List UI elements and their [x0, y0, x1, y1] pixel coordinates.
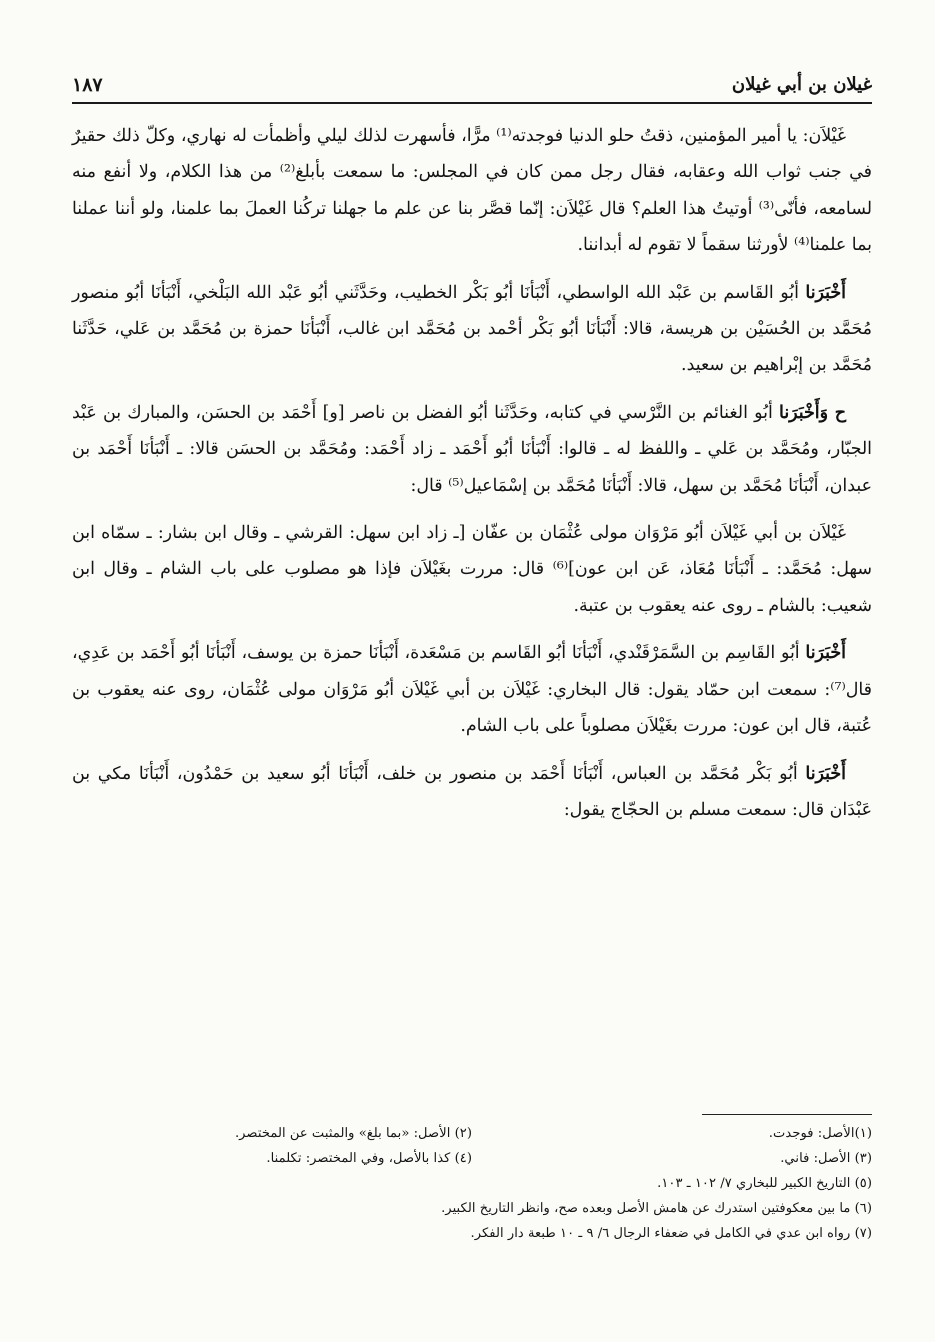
paragraph-text: غَيْلاَن بن أبي غَيْلاَن أبُو مَرْوَان مولى عُثْمَان بن عفّان [ـ زاد ابن سهل: القرشي ـ وقال ابن بشار: ـ سمّاه ابن سهل: مُحَمَّد: ـ أَنْبَأنَا مُعَاذ، عَن ابن عون]⁽⁶⁾ قال: مررت بغَيْلاَن فإذا هو مصلوب على باب الشام ـ وقال ابن شعيب: بالشام ـ روى عنه يعقوب بن عتبة.: [72, 523, 873, 616]
paragraph-text: غَيْلاَن: يا أمير المؤمنين، ذقتُ حلو الدنيا فوجدته⁽¹⁾ مرًّا، فأسهرت لذلك ليلي وأظمأت له نهاري، وكلّ ذلك حقيرٌ في جنب ثواب الله وعقابه، فقال رجل ممن كان في المجلس: ما سمعت بأبلغ⁽²⁾ من هذا الكلام، ولا أنفع منه لسامعه، فأنّى⁽³⁾ أوتيتُ هذا العلم؟ قال غَيْلاَن: إنّما قصَّر بنا عن علم ما جهلنا تركُنا العملَ بما علمنا، ولو أننا عملنا بما علمنا⁽⁴⁾ لأورثنا سقماً لا تقوم له أبداننا.: [72, 126, 873, 256]
footnote-row: [72, 1146, 872, 1171]
paragraph: [72, 515, 872, 624]
footnote: (٢) الأصل: «بما بلغ» والمثبت عن المختصر.: [234, 1126, 472, 1141]
footnote: (١)الأصل: فوجدت.: [768, 1126, 872, 1141]
main-text: [72, 118, 872, 828]
paragraph-lead: أَخْبَرَنا: [805, 763, 846, 784]
footnote: (٤) كذا بالأصل، وفي المختصر: تكلمنا.: [266, 1151, 472, 1166]
chapter-title: غيلان بن أبي غيلان: [731, 74, 872, 95]
paragraph-lead: ح وَأَخْبَرَنا: [779, 402, 846, 423]
footnote: (٧) رواه ابن عدي في الكامل في ضعفاء الرجال ٦/ ٩ ـ ١٠ طبعة دار الفكر.: [470, 1226, 872, 1241]
paragraph-text: أبُو بَكْر مُحَمَّد بن العباس، أَنْبَأنَا أَحْمَد بن منصور بن خلف، أَنْبَأنَا أبُو سعيد بن حَمْدُون، أَنْبَأنَا مكي بن عَبْدَان قال: سمعت مسلم بن الحجّاج يقول:: [72, 763, 872, 820]
footnote-divider: [702, 1114, 872, 1115]
page-number: ١٨٧: [72, 74, 103, 96]
paragraph-text: أبُو القَاسِم بن السَّمَرْقَنْدي، أَنْبَأنَا أبُو القَاسم بن مَسْعَدة، أَنْبَأنَا حمزة بن يوسف، أَنْبَأنَا أبُو أَحْمَد بن عَدِي، قال⁽⁷⁾: سمعت ابن حمّاد يقول: قال البخاري: غَيْلاَن بن أبي غَيْلاَن أبُو مَرْوَان مولى عُثْمَان، روى عنه يعقوب بن عُتبة، قال ابن عون: مررت بغَيْلاَن مصلوباً على باب الشام.: [72, 643, 872, 737]
paragraph: [72, 275, 872, 384]
book-page: [72, 62, 872, 1312]
paragraph: [72, 635, 872, 744]
paragraph-text: أبُو الغنائم بن النَّرْسي في كتابه، وحَدَّثَنا أبُو الفضل بن ناصر [و] أَحْمَد بن الحسَن، والمبارك بن عَبْد الجبّار، ومُحَمَّد بن عَلي ـ واللفظ له ـ قالوا: أَنْبَأنَا أبُو أَحْمَد ـ زاد أَحْمَد: ومُحَمَّد بن الحسَن قالا: ـ أَنْبَأنَا أَحْمَد بن عبدان، أَنْبَأنَا مُحَمَّد بن سهل، قالا: أَنْبَأنَا مُحَمَّد بن إسْمَاعيل⁽⁵⁾ قال:: [72, 402, 872, 496]
paragraph: [72, 395, 872, 504]
paragraph-lead: أَخْبَرَنا: [805, 282, 846, 303]
running-header: [72, 62, 872, 104]
paragraph-text: أبُو القَاسم بن عَبْد الله الواسطي، أَنْبَأنَا أبُو بَكْر الخطيب، وحَدَّثَني أبُو عَبْد الله البَلْخي، أَنْبَأنَا أبُو منصور مُحَمَّد بن الحُسَيْن بن هريسة، قالا: أَنْبَأنَا أبُو بَكْر أحْمد بن مُحَمَّد ابن غالب، أَنْبَأنَا حمزة بن مُحَمَّد بن عَلي، حَدَّثَنا مُحَمَّد بن إبْراهيم بن سعيد.: [72, 282, 872, 376]
footnote: (٥) التاريخ الكبير للبخاري ٧/ ١٠٢ ـ ١٠٣.: [657, 1176, 872, 1191]
footnote: (٦) ما بين معكوفتين استدرك عن هامش الأصل وبعده صح، وانظر التاريخ الكبير.: [441, 1201, 872, 1216]
footnotes: [72, 1114, 872, 1246]
footnote: (٣) الأصل: فاني.: [780, 1151, 872, 1166]
paragraph: [72, 118, 872, 264]
paragraph: [72, 756, 872, 829]
paragraph-lead: أَخْبَرَنا: [805, 643, 846, 664]
footnote-row: [72, 1121, 872, 1146]
